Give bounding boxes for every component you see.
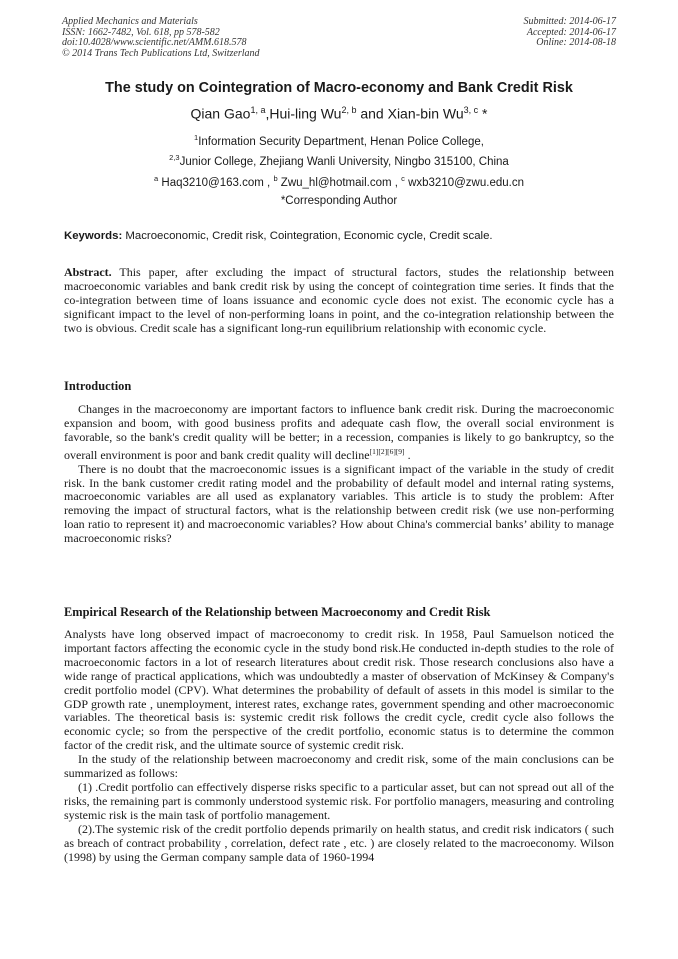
affiliation-superscript: 1 (194, 133, 199, 142)
email-superscript: a (154, 174, 159, 183)
submitted-date: Submitted: 2014-06-17 (523, 16, 616, 27)
paragraph: In the study of the relationship between macroeconomy and credit risk, some of the main conclusions can be summarized as follows: (64, 752, 614, 781)
corresponding-star: * (478, 105, 488, 122)
section-heading-introduction: Introduction (64, 379, 132, 393)
email-address: Zwu_hl@hotmail.com , (277, 176, 398, 189)
email-address: wxb3210@zwu.edu.cn (404, 176, 524, 189)
keywords-line (64, 230, 624, 242)
paper-title: The study on Cointegration of Macro-economy and Bank Credit Risk (105, 80, 573, 96)
author-superscript: 2, b (341, 105, 357, 115)
paragraph-text: . (404, 447, 411, 462)
keywords-label: Keywords: (64, 230, 123, 242)
author-name: Xian-bin Wu (387, 105, 464, 122)
copyright-line: © 2014 Trans Tech Publications Ltd, Switzerland (62, 47, 260, 59)
accepted-date: Accepted: 2014-06-17 (526, 26, 616, 38)
corresponding-author: *Corresponding Author (280, 195, 398, 207)
author-separator: , (265, 105, 270, 122)
author-separator: and (356, 105, 388, 122)
email-line (40, 174, 638, 189)
issn-line: ISSN: 1662-7482, Vol. 618, pp 578-582 (62, 26, 220, 38)
email-superscript: c (401, 174, 405, 183)
journal-name: Applied Mechanics and Materials (62, 16, 198, 27)
abstract (64, 265, 617, 336)
affiliation-1 (40, 133, 638, 148)
section-heading-empirical: Empirical Research of the Relationship between Macroeconomy and Credit Risk (64, 605, 491, 619)
online-date: Online: 2014-08-18 (536, 37, 616, 49)
abstract-text: This paper, after excluding the impact of structural factors, studes the relationship between macroeconomic variables and bank credit risk by using the concept of cointegration time series. It finds that the co-integration between time of loans issuance and economic cycle does not exist. The economic cycle has a significant impact to the level of non-performing loans in point, and the co-integration relationship between the two is obvious. Credit scale has a significant long-run equilibrium relationship with economic cycle. (64, 265, 617, 335)
affiliation-text: Junior College, Zhejiang Wanli University, Ningbo 315100, China (179, 155, 509, 168)
paragraph (64, 403, 614, 463)
paragraph-text: Changes in the macroeconomy are important factors to influence bank credit risk. During the macroeconomic expansion and boom, with good business profits and adequate cash flow, the overall social environment is favorable, so the bank's credit quality will be better; in a recession, companies is likely to go bankruptcy, so the overall environment is poor and bank credit quality will decline (64, 402, 614, 462)
author-superscript: 1, a (250, 105, 266, 115)
paragraph: (2).The systemic risk of the credit portfolio depends primarily on health status, and credit risk indicators ( such as breach of contract probability , correlation, defect rate , etc. ) are closely related to the macroeconomy. Wilson (1998) by using the German company sample data of 1960-1994 (64, 821, 614, 864)
journal-info (62, 17, 260, 59)
affiliation-superscript: 2,3 (169, 153, 180, 162)
dates-info (524, 17, 617, 49)
author-line (40, 105, 638, 122)
author-name: Hui-ling Wu (269, 105, 342, 122)
affiliation-2 (40, 153, 638, 168)
abstract-label: Abstract. (64, 265, 112, 279)
author-name: Qian Gao (190, 105, 251, 122)
affiliation-text: Information Security Department, Henan Police College, (198, 135, 484, 148)
author-superscript: 3, c (463, 105, 479, 115)
citation-ref: [1][2][6][9] (369, 446, 405, 456)
email-address: Haq3210@163.com , (158, 176, 271, 189)
email-superscript: b (273, 174, 278, 183)
paragraph: (1) .Credit portfolio can effectively disperse risks specific to a particular asset, but can not spread out all of the risks, the remaining part is commonly understood systemic risk. For portfolio managers, measuring and controling systemic risk is the main task of portfolio management. (64, 779, 614, 822)
empirical-body (64, 628, 614, 864)
keywords-text: Macroeconomic, Credit risk, Cointegration, Economic cycle, Credit scale. (122, 230, 493, 242)
paragraph: Analysts have long observed impact of macroeconomy to credit risk. In 1958, Paul Samuelson noticed the important factors affecting the economic cycle in the study bond risk.He conducted in-depth studies to the role of macroeconomic factors in a lot of research literatures about credit risk. Those research conclusions also have a wide range of practical applications, which was undoubtedly a master of observation of McKinsey & Company's credit portfolio model (CPV). What determines the probability of default of assets in this model is similar to the GDP growth rate , unemployment, interest rates, exchange rates, government spending and other macroeconomic variables. The theoretical basis is: systemic credit risk follows the credit cycle, credit cycle also follows the economic cycle; so from the perspective of the credit portfolio, economic status is to determine the common factor of the credit risk, and the ultimate source of systemic credit risk. (64, 627, 614, 753)
doi-line: doi:10.4028/www.scientific.net/AMM.618.578 (62, 37, 247, 49)
paragraph: There is no doubt that the macroeconomic issues is a significant impact of the variable in the study of credit risk. In the bank customer credit rating model and the probability of default model and internal rating systems, macroeconomic variables are all used as explanatory variables. This article is to study the problem: After removing the impact of structural factors, what is the relationship between credit risk (we use non-performing loan ratio to represent it) and macroeconomic variables? How about China's commercial banks’ ability to manage macroeconomic risks? (64, 461, 614, 546)
introduction-body (64, 403, 614, 546)
